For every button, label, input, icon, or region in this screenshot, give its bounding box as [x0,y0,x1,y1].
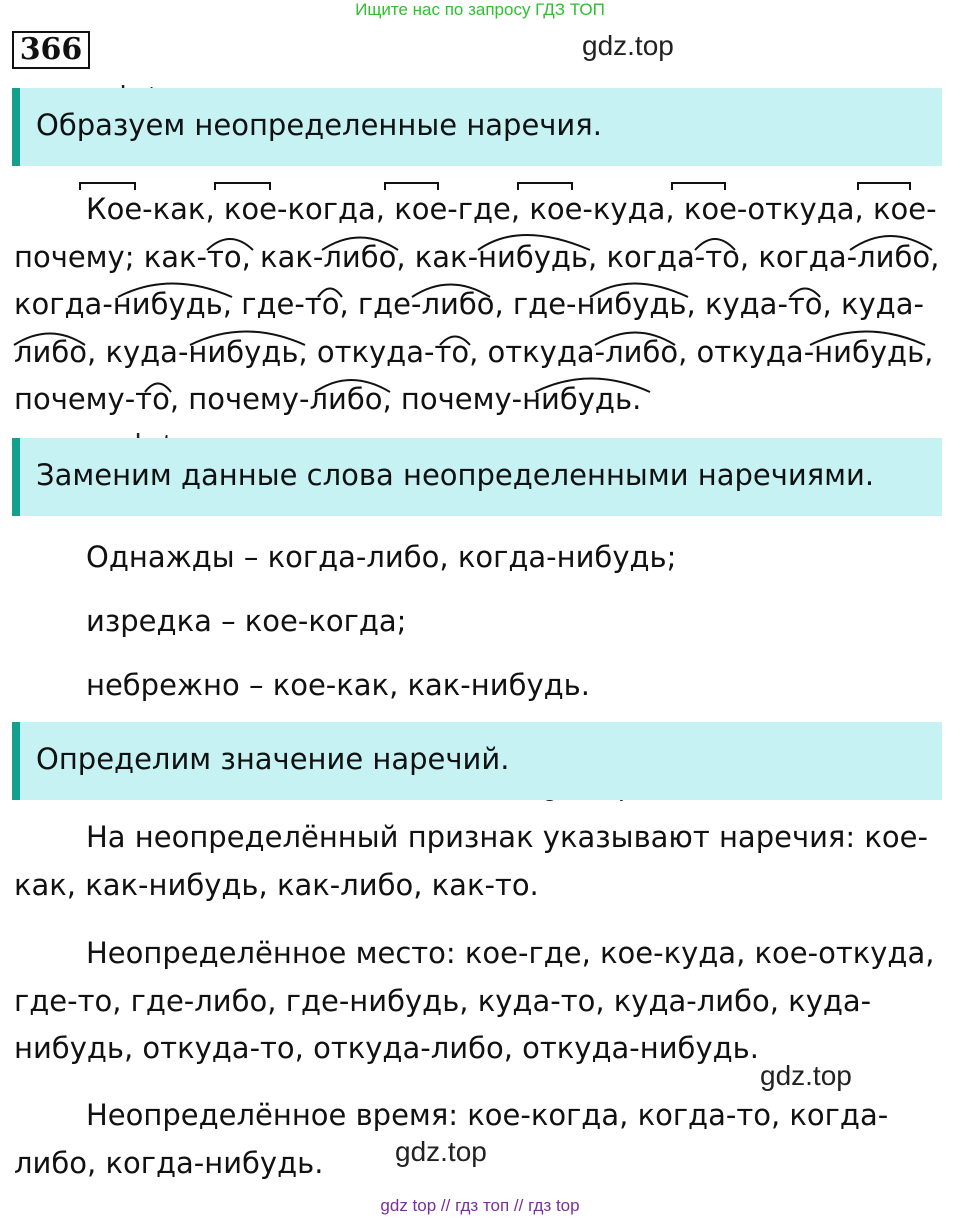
section-heading-band [12,88,942,166]
exercise-number: 366 [12,31,90,69]
text-line: когда-нибудь, где-то, где-либо, где-нибудь, куда-то, куда- [14,287,924,321]
replacement-item: изредка – кое-когда; [86,604,407,638]
meaning-paragraph [14,930,944,1073]
section-heading-band [12,438,942,516]
text-line: Неопределённое время: кое-когда, когда-то, когда- [86,1098,889,1132]
replacement-item: небрежно – кое-как, как-нибудь. [86,668,590,702]
watermark: gdz.top [395,1136,487,1167]
watermark: gdz.top [760,1060,852,1091]
search-hint: Ищите нас по запросу ГДЗ ТОП [355,0,605,19]
meaning-paragraph [14,814,944,909]
text-line: Кое-как, кое-когда, кое-где, кое-куда, кое-откуда, кое- [86,192,937,226]
text-line: На неопределённый признак указывают наречия: кое- [86,820,928,854]
replacement-item: Однажды – когда-либо, когда-нибудь; [86,540,677,574]
text-line: как, как-нибудь, как-либо, как-то. [14,867,539,902]
section-heading-band [12,722,942,800]
text-line: где-то, где-либо, где-нибудь, куда-то, куда-либо, куда- [14,983,872,1018]
section-heading: Заменим данные слова неопределенными наречиями. [36,458,875,492]
text-line: Неопределённое место: кое-где, кое-куда, кое-откуда, [86,936,935,970]
text-line: почему; как-то, как-либо, как-нибудь, когда-то, когда-либо, [14,239,940,274]
text-line: либо, когда-нибудь. [14,1145,324,1180]
adverb-list [14,186,944,424]
footer-watermark: gdz top // гдз топ // гдз top [380,1196,580,1215]
section-heading: Образуем неопределенные наречия. [36,108,602,142]
watermark: gdz.top [582,30,674,61]
meaning-paragraph [14,1092,944,1187]
text-line: либо, куда-нибудь, откуда-то, откуда-либо, откуда-нибудь, [14,334,934,369]
text-line: нибудь, откуда-то, откуда-либо, откуда-нибудь. [14,1031,759,1065]
section-heading: Определим значение наречий. [36,742,510,776]
text-line: почему-то, почему-либо, почему-нибудь. [14,382,642,416]
